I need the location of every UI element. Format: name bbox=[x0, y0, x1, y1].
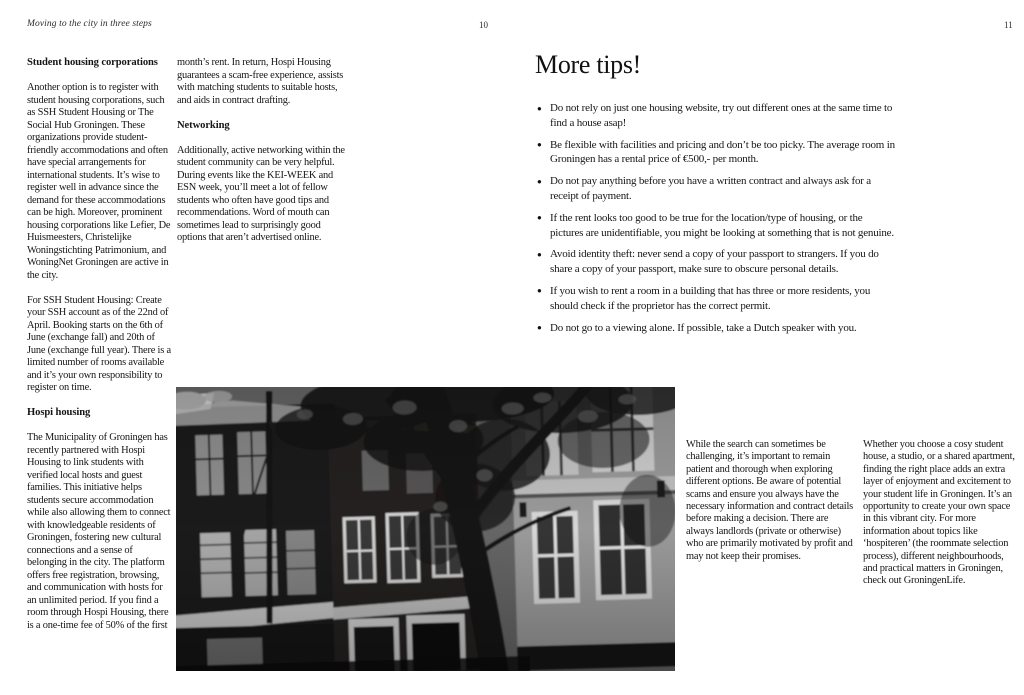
tip-text: Be flexible with facilities and pricing and don’t be too picky. The average room in Groningen has a rental price of €500,- per month. bbox=[550, 138, 895, 166]
tip-text: If you wish to rent a room in a building that has three or more residents, you should check if the proprietor has the correct permit. bbox=[550, 284, 871, 312]
running-header: Moving to the city in three steps bbox=[27, 19, 152, 29]
page-number-left: 10 bbox=[479, 20, 488, 30]
tip-text: Do not pay anything before you have a written contract and always ask for a receipt of payment. bbox=[550, 175, 871, 202]
bullet-icon: ● bbox=[537, 286, 542, 296]
bullet-icon: ● bbox=[537, 323, 542, 333]
more-tips-title: More tips! bbox=[535, 50, 642, 79]
bullet-icon: ● bbox=[537, 176, 542, 186]
tip-text: Avoid identity theft: never send a copy of your passport to strangers. If you do share a copy of your passport, make sure to obscure personal details. bbox=[550, 248, 879, 276]
tip-item bbox=[537, 211, 897, 241]
bullet-icon: ● bbox=[537, 249, 542, 259]
tip-text: If the rent looks too good to be true for the location/type of housing, or the pictures are unidentifiable, you might be looking at something that is not genuine. bbox=[550, 211, 894, 239]
tip-item bbox=[537, 101, 897, 131]
tip-text: Do not go to a viewing alone. If possible, take a Dutch speaker with you. bbox=[550, 321, 857, 334]
photo-vignette bbox=[176, 387, 675, 671]
bullet-icon: ● bbox=[537, 213, 542, 223]
paragraph-search-advice: While the search can sometimes be challenging, it’s important to remain patient and thorough when exploring different options. Be aware of potential scams and ensure you always have the necessary information and contract details before making a decision. There are always landlords (private or otherwise) who are primarily motivated by profit and may not keep their promises. bbox=[686, 439, 854, 562]
page-number-right: 11 bbox=[1004, 20, 1013, 30]
canal-houses-photo bbox=[176, 387, 675, 671]
left-page-column-1 bbox=[27, 57, 171, 693]
paragraph-networking: Additionally, active networking within the student community can be very helpful. During events like the KEI-WEEK and ESN week, you’ll meet a lot of fellow students who often have good tips and recommendations. Word of mouth can sometimes lead to surprisingly good options that aren’t advertised online. bbox=[177, 144, 345, 243]
left-page-column-2 bbox=[177, 57, 345, 257]
tip-text: Do not rely on just one housing website, try out different ones at the same time to find a house asap! bbox=[550, 102, 893, 129]
tip-item bbox=[537, 174, 897, 204]
heading-student-housing-corporations: Student housing corporations bbox=[27, 57, 158, 68]
tip-item bbox=[537, 247, 897, 277]
bullet-icon: ● bbox=[537, 103, 542, 113]
tips-list bbox=[537, 101, 897, 342]
heading-networking: Networking bbox=[177, 119, 230, 131]
tip-item bbox=[537, 138, 897, 168]
tip-item bbox=[537, 321, 897, 336]
bullet-icon: ● bbox=[537, 140, 542, 150]
heading-hospi-housing: Hospi housing bbox=[27, 407, 91, 418]
paragraph-closing: Whether you choose a cosy student house, a studio, or a shared apartment, finding the right place adds an extra layer of enjoyment and excitement to your student life in Groningen. It’s an opportunity to create your own space in this vibrant city. For more information about topics like ‘hospiteren’ (the roommate selection process), different neighbourhoods, and practical matters in Groningen, check out GroningenLife. bbox=[863, 439, 1015, 587]
paragraph-housing-corporations: Another option is to register with student housing corporations, such as SSH Student Housing or The Social Hub Groningen. These organizations provide student-friendly accommodations and often have special arrangements for international students. It’s wise to register well in advance since the demand for these accommodations can be high. Moreover, prominent housing corporations like Lefier, De Huismeesters, Christelijke Woningstichting Patrimonium, and WoningNet Groningen are active in the city. bbox=[27, 82, 171, 281]
paragraph-hospi-housing: The Municipality of Groningen has recently partnered with Hospi Housing to link students with verified local hosts and guest families. This initiative helps students secure accommodation while also allowing them to connect with knowledgeable residents of Groningen, fostering new cultural connections and a sense of belonging in the city. The platform offers free registration, browsing, and communication with hosts for an unlimited period. If you find a room through Hospi Housing, there is a one-time fee of 50% of the first bbox=[27, 432, 171, 631]
paragraph-hospi-continued: month’s rent. In return, Hospi Housing guarantees a scam-free experience, assists with matching students to suitable hosts, and aids in contract drafting. bbox=[177, 57, 344, 106]
right-page-column-2 bbox=[863, 439, 1019, 600]
tip-item bbox=[537, 284, 897, 314]
paragraph-ssh-booking: For SSH Student Housing: Create your SSH account as of the 22nd of April. Booking starts on the 6th of June (exchange fall) and 20th of June (exchange full year). There is a limited number of rooms available and it’s your own responsibility to register on time. bbox=[27, 294, 171, 393]
right-page-column-1 bbox=[686, 439, 858, 576]
